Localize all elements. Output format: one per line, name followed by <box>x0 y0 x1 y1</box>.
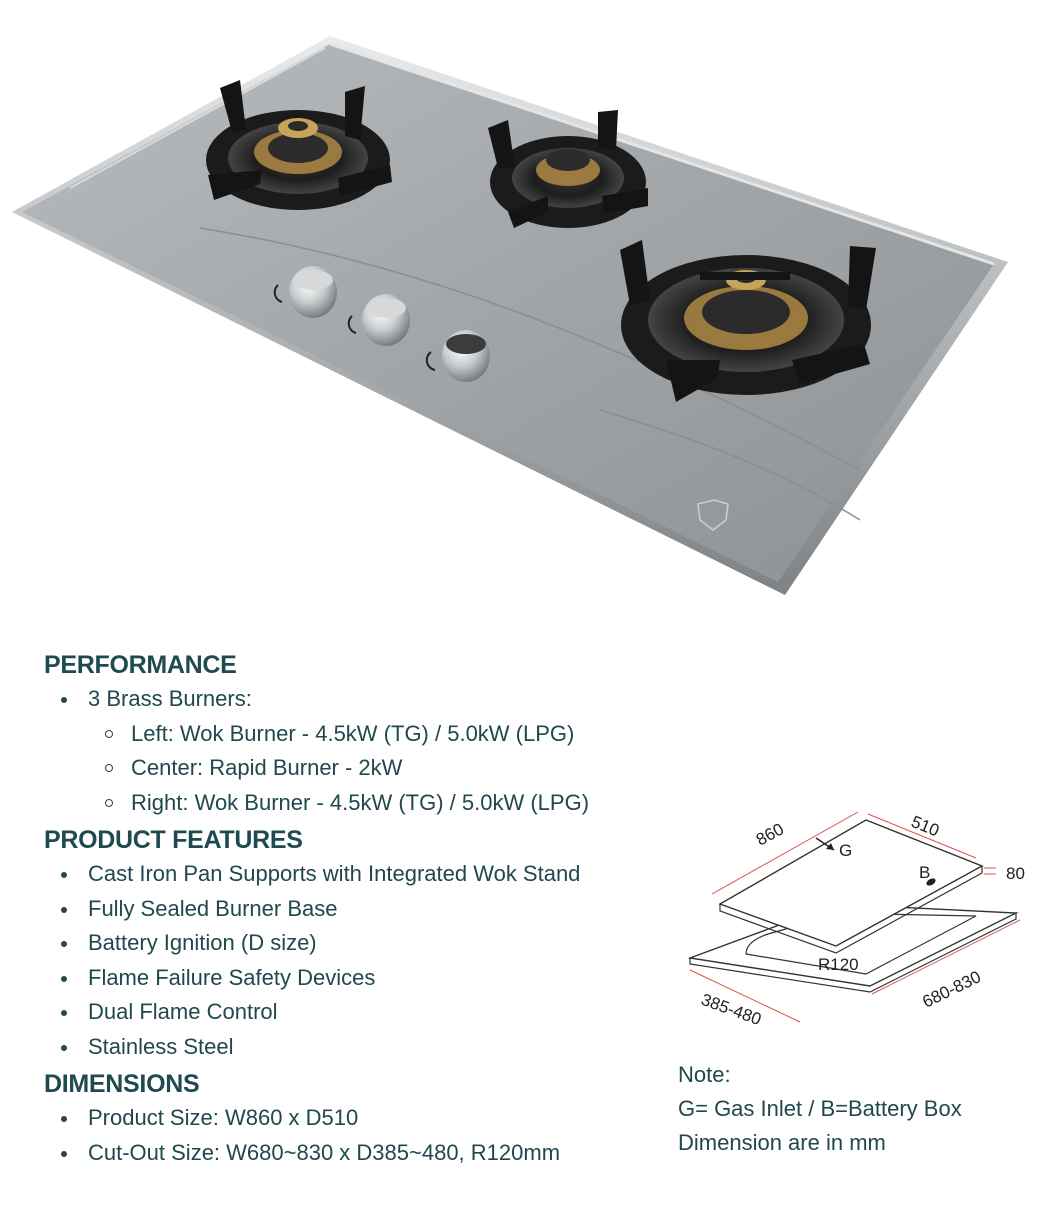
depth-label: 510 <box>908 812 942 841</box>
feature-item: Fully Sealed Burner Base <box>44 892 684 927</box>
width-label: 860 <box>752 819 787 850</box>
dimension-diagram <box>676 808 1046 1043</box>
radius-label: R120 <box>818 955 859 974</box>
performance-heading: PERFORMANCE <box>44 651 237 679</box>
burners-item <box>44 682 684 820</box>
battery-label: B <box>919 863 931 882</box>
dimensions-heading: DIMENSIONS <box>44 1070 200 1098</box>
burner-left: Left: Wok Burner - 4.5kW (TG) / 5.0kW (LPG) <box>88 717 684 752</box>
burner-center: Center: Rapid Burner - 2kW <box>88 751 684 786</box>
diagram-note <box>678 1058 962 1160</box>
features-heading: PRODUCT FEATURES <box>44 826 303 854</box>
feature-item: Stainless Steel <box>44 1030 684 1065</box>
feature-item: Cast Iron Pan Supports with Integrated Wok Stand <box>44 857 684 892</box>
dimension-item: Product Size: W860 x D510 <box>44 1101 684 1136</box>
cutout-depth-label: 385-480 <box>698 989 764 1030</box>
feature-item: Dual Flame Control <box>44 995 684 1030</box>
feature-item: Battery Ignition (D size) <box>44 926 684 961</box>
note-heading: Note: <box>678 1062 731 1087</box>
burner-right: Right: Wok Burner - 4.5kW (TG) / 5.0kW (LPG) <box>88 786 684 821</box>
feature-item: Flame Failure Safety Devices <box>44 961 684 996</box>
dimension-item: Cut-Out Size: W680~830 x D385~480, R120mm <box>44 1136 684 1171</box>
height-label: 80 <box>1006 864 1025 883</box>
cutout-width-label: 680-830 <box>919 967 984 1012</box>
note-units: Dimension are in mm <box>678 1130 886 1155</box>
gas-label: G <box>839 841 853 860</box>
burners-label: 3 Brass Burners: <box>88 686 252 711</box>
spec-list <box>44 648 684 1170</box>
note-legend: G= Gas Inlet / B=Battery Box <box>678 1096 962 1121</box>
